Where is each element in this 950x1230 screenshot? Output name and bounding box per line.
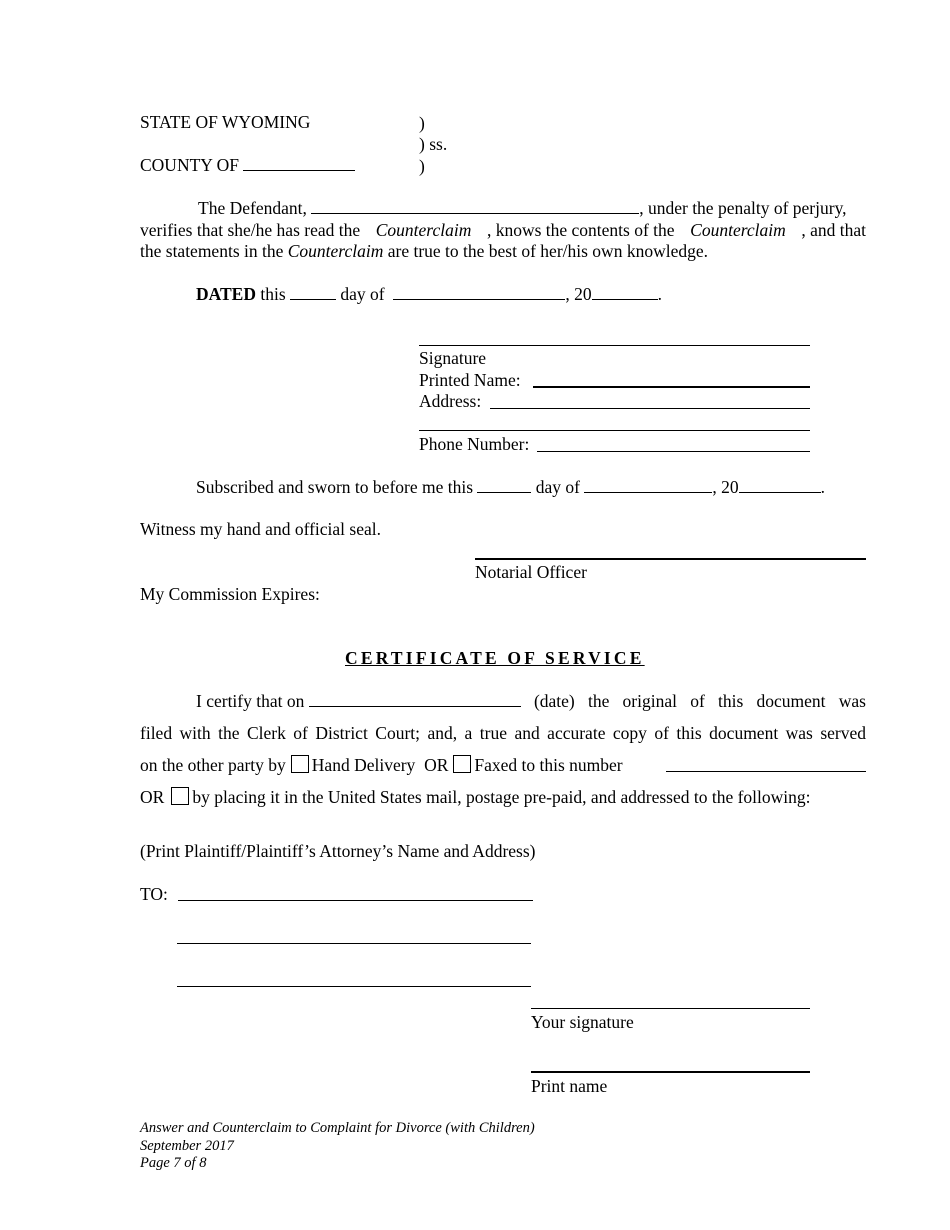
hand-delivery-label: Hand Delivery bbox=[311, 755, 416, 775]
certify-date-blank[interactable] bbox=[309, 692, 521, 707]
to-line-2[interactable] bbox=[177, 943, 531, 944]
verification-line-2 bbox=[140, 220, 866, 242]
mail-checkbox[interactable] bbox=[171, 787, 189, 805]
verifies-text: verifies that she/he has read the bbox=[140, 220, 361, 240]
dated-day-blank[interactable] bbox=[290, 285, 336, 300]
sworn-line bbox=[196, 477, 825, 499]
date-word: (date) bbox=[533, 691, 575, 711]
knows-text: , knows the contents of the bbox=[486, 220, 675, 240]
to-line-1[interactable] bbox=[178, 900, 533, 901]
dated-line bbox=[196, 284, 662, 306]
word-original: original bbox=[622, 691, 677, 711]
to-label: TO: bbox=[140, 884, 168, 904]
or-label-2: OR bbox=[140, 787, 165, 807]
notarial-officer-label: Notarial Officer bbox=[475, 562, 587, 582]
fax-number-blank[interactable] bbox=[666, 757, 866, 772]
dated-month-blank[interactable] bbox=[393, 285, 565, 300]
signature-line[interactable] bbox=[419, 345, 810, 346]
dated-comma-20: , 20 bbox=[565, 284, 592, 304]
county-blank[interactable] bbox=[243, 156, 355, 171]
and-that-text: , and that bbox=[801, 220, 866, 240]
dated-day-of: day of bbox=[340, 284, 385, 304]
footer-page: Page 7 of 8 bbox=[140, 1155, 207, 1172]
defendant-name-blank[interactable] bbox=[311, 199, 639, 214]
mail-text: by placing it in the United States mail, postage pre-paid, and addressed to the following: bbox=[192, 787, 811, 807]
certify-line-4 bbox=[140, 787, 811, 809]
dated-this: this bbox=[260, 284, 286, 304]
notary-signature-line[interactable] bbox=[475, 558, 866, 560]
witness-text: Witness my hand and official seal. bbox=[140, 519, 381, 539]
footer-title: Answer and Counterclaim to Complaint for Divorce (with Children) bbox=[140, 1120, 535, 1136]
counterclaim-word-3: Counterclaim bbox=[287, 241, 384, 261]
verification-line-3 bbox=[140, 241, 708, 263]
fax-checkbox[interactable] bbox=[453, 755, 471, 773]
word-was: was bbox=[838, 691, 866, 711]
to-line-3[interactable] bbox=[177, 986, 531, 987]
other-party-text: on the other party by bbox=[140, 755, 286, 775]
footer bbox=[140, 1120, 535, 1173]
sworn-day-of: day of bbox=[535, 477, 581, 497]
phone-label: Phone Number: bbox=[419, 434, 530, 454]
printed-name-line[interactable] bbox=[533, 386, 810, 388]
footer-date: September 2017 bbox=[140, 1137, 234, 1154]
signature-label: Signature bbox=[419, 348, 487, 368]
counterclaim-word-1: Counterclaim bbox=[375, 220, 472, 240]
perjury-text: , under the penalty of perjury, bbox=[639, 198, 847, 218]
statements-text: the statements in the bbox=[140, 241, 284, 261]
state-label: STATE OF WYOMING bbox=[140, 112, 311, 132]
true-text: are true to the best of her/his own knowledge. bbox=[387, 241, 708, 261]
commission-expires-label: My Commission Expires: bbox=[140, 584, 320, 604]
certify-text: I certify that on bbox=[196, 691, 305, 711]
certify-line-3 bbox=[140, 755, 866, 777]
caption-paren-3: ) bbox=[419, 156, 425, 176]
dated-year-blank[interactable] bbox=[592, 285, 658, 300]
defendant-label: The Defendant, bbox=[198, 198, 307, 218]
caption-paren-ss: ) ss. bbox=[419, 134, 448, 154]
sworn-month-blank[interactable] bbox=[584, 478, 712, 493]
word-this: this bbox=[717, 691, 744, 711]
caption-paren-1: ) bbox=[419, 113, 425, 133]
certify-line-2: filed with the Clerk of District Court; and, a true and accurate copy of this document was served bbox=[140, 723, 866, 743]
hand-delivery-checkbox[interactable] bbox=[291, 755, 309, 773]
sworn-day-blank[interactable] bbox=[477, 478, 531, 493]
print-name-label: Print name bbox=[531, 1076, 608, 1096]
your-signature-label: Your signature bbox=[531, 1012, 634, 1032]
address-label: Address: bbox=[419, 391, 482, 411]
certificate-title: CERTIFICATE OF SERVICE bbox=[345, 648, 645, 668]
print-instruction: (Print Plaintiff/Plaintiff’s Attorney’s Name and Address) bbox=[140, 841, 536, 861]
dated-label: DATED bbox=[196, 284, 256, 304]
verification-line-1 bbox=[198, 198, 866, 220]
sworn-text: Subscribed and sworn to before me this bbox=[196, 477, 474, 497]
your-signature-line[interactable] bbox=[531, 1008, 810, 1009]
sworn-year-blank[interactable] bbox=[739, 478, 821, 493]
print-name-line[interactable] bbox=[531, 1071, 810, 1073]
word-the: the bbox=[587, 691, 610, 711]
dated-period: . bbox=[657, 284, 662, 304]
sworn-comma-20: , 20 bbox=[712, 477, 739, 497]
sworn-period: . bbox=[820, 477, 826, 497]
phone-line[interactable] bbox=[537, 451, 810, 452]
word-of: of bbox=[690, 691, 705, 711]
counterclaim-word-2: Counterclaim bbox=[690, 220, 786, 240]
certify-line-1 bbox=[196, 691, 866, 713]
printed-name-label: Printed Name: bbox=[419, 370, 521, 390]
address-line-2[interactable] bbox=[419, 430, 810, 431]
county-label-text: COUNTY OF bbox=[140, 155, 240, 175]
faxed-label: Faxed to this number bbox=[474, 755, 623, 775]
county-label bbox=[140, 155, 355, 177]
address-line-1[interactable] bbox=[490, 408, 810, 409]
word-document: document bbox=[756, 691, 826, 711]
or-label-1: OR bbox=[424, 755, 449, 775]
